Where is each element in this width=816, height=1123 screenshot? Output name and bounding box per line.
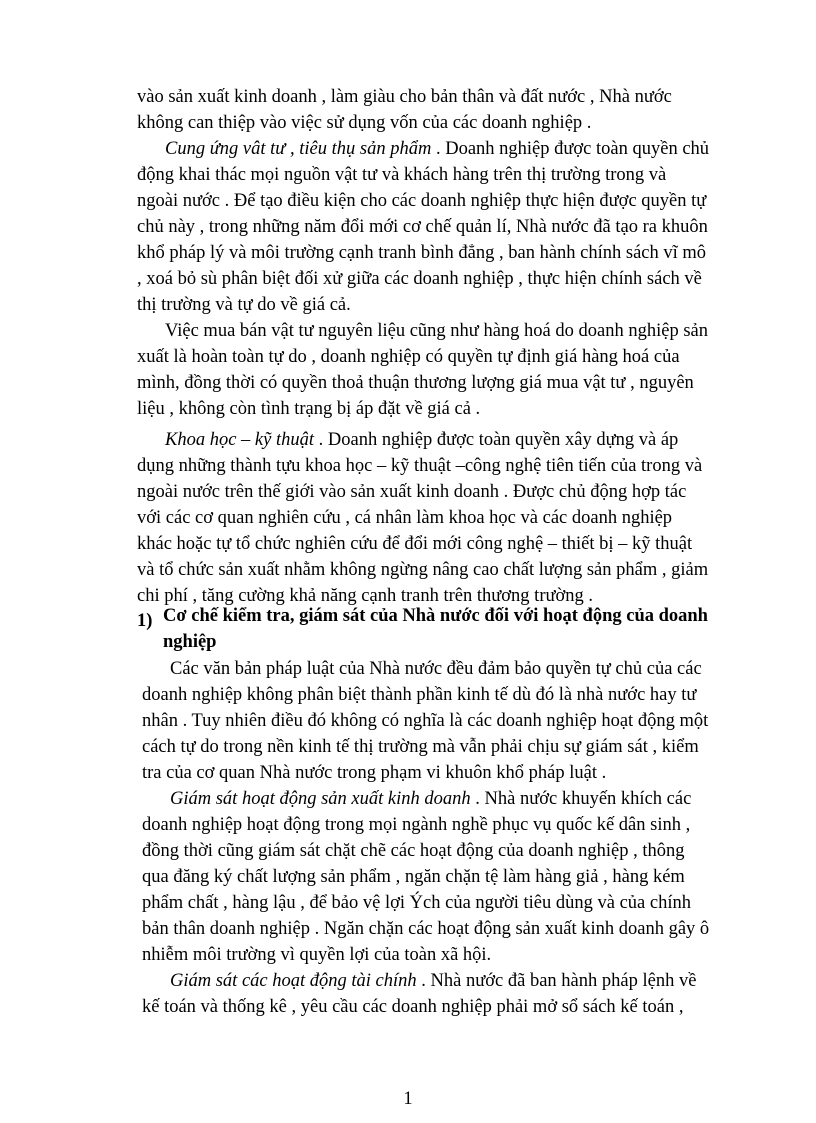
italic-topic: Giám sát các hoạt động tài chính <box>170 971 417 991</box>
section-title: nghiệp <box>163 632 217 652</box>
text-line: phẩm chất , hàng lậu , để bảo vệ lợi Ých của người tiêu dùng và của chính <box>142 893 691 913</box>
text-line: ngoài nước trên thế giới vào sản xuất kinh doanh . Được chủ động hợp tác <box>137 482 687 502</box>
italic-topic: Cung ứng vât tư , tiêu thụ sản phẩm <box>165 139 432 159</box>
text-line: kế toán và thống kê , yêu cầu các doanh nghiệp phải mở sổ sách kế toán , <box>142 997 684 1017</box>
text-line: chi phí , tăng cường khả năng cạnh tranh trên thương trường . <box>137 586 594 606</box>
text-line: vào sản xuất kinh doanh , làm giàu cho bản thân và đất nước , Nhà nước <box>137 87 672 107</box>
text-line: xuất là hoàn toàn tự do , doanh nghiệp có quyền tự định giá hàng hoá của <box>137 347 680 367</box>
italic-topic: Giám sát hoạt động sản xuất kinh doanh <box>170 789 471 809</box>
text-line: dụng những thành tựu khoa học – kỹ thuật –công nghệ tiên tiến của trong và <box>137 456 703 476</box>
text-line: cách tự do trong nền kinh tế thị trường mà vẫn phải chịu sự giám sát , kiểm <box>142 737 699 757</box>
section-number: 1) <box>137 611 153 631</box>
inline-text: . Doanh nghiệp được toàn quyền xây dựng và áp <box>318 430 679 450</box>
text-line: động khai thác mọi nguồn vật tư và khách hàng trên thị trường trong và <box>137 165 667 185</box>
text-line: và tổ chức sản xuất nhằm không ngừng nâng cao chất lượng sản phẩm , giảm <box>137 560 709 580</box>
text-line <box>170 968 816 994</box>
page-number: 1 <box>403 1089 413 1109</box>
text-line: khổ pháp lý và môi trường cạnh tranh bình đẳng , ban hành chính sách vĩ mô <box>137 243 707 263</box>
italic-topic: Khoa học – kỹ thuật <box>165 430 315 450</box>
text-line: ngoài nước . Để tạo điều kiện cho các doanh nghiệp thực hiện được quyền tự <box>137 191 707 211</box>
text-line: qua đăng ký chất lượng sản phẩm , ngăn chặn tệ làm hàng giả , hàng kém <box>142 867 685 887</box>
text-line: với các cơ quan nghiên cứu , cá nhân làm khoa học và các doanh nghiệp <box>137 508 673 528</box>
text-line: nhân . Tuy nhiên điều đó không có nghĩa là các doanh nghiệp hoạt động một <box>142 711 709 731</box>
text-line: thị trường và tự do về giá cả. <box>137 295 351 315</box>
text-line: liệu , không còn tình trạng bị áp đặt về giá cả . <box>137 399 481 419</box>
text-line <box>170 786 816 812</box>
text-line: doanh nghiệp hoạt động trong mọi ngành nghề phục vụ quốc kế dân sinh , <box>142 815 691 835</box>
text-line <box>165 136 816 162</box>
text-line: Các văn bản pháp luật của Nhà nước đều đảm bảo quyền tự chủ của các <box>170 659 702 679</box>
text-line: chủ này , trong những năm đổi mới cơ chế quản lí, Nhà nước đã tạo ra khuôn <box>137 217 708 237</box>
inline-text: . Nhà nước khuyến khích các <box>475 789 692 809</box>
text-line: nhiễm môi trường vì quyền lợi của toàn xã hội. <box>142 945 492 965</box>
text-line: tra của cơ quan Nhà nước trong phạm vi khuôn khổ pháp luật . <box>142 763 607 783</box>
inline-text: . Nhà nước đã ban hành pháp lệnh về <box>421 971 697 991</box>
text-line: , xoá bỏ sù phân biệt đối xử giữa các doanh nghiệp , thực hiện chính sách về <box>137 269 702 289</box>
text-line: đồng thời cũng giám sát chặt chẽ các hoạt động của doanh nghiệp , thông <box>142 841 685 861</box>
text-line <box>165 427 816 453</box>
text-line: Việc mua bán vật tư nguyên liệu cũng như hàng hoá do doanh nghiệp sản <box>165 321 708 341</box>
inline-text: . Doanh nghiệp được toàn quyền chủ <box>435 139 710 159</box>
text-line: bản thân doanh nghiệp . Ngăn chặn các hoạt động sản xuất kinh doanh gây ô <box>142 919 710 939</box>
text-line: không can thiệp vào việc sử dụng vốn của các doanh nghiệp . <box>137 113 592 133</box>
section-title: Cơ chế kiểm tra, giám sát của Nhà nước đối với hoạt động của doanh <box>163 606 708 626</box>
text-line: khác hoặc tự tổ chức nghiên cứu để đổi mới công nghệ – thiết bị – kỹ thuật <box>137 534 693 554</box>
text-line: doanh nghiệp không phân biệt thành phần kinh tế dù đó là nhà nước hay tư <box>142 685 697 705</box>
text-line: mình, đồng thời có quyền thoả thuận thương lượng giá mua vật tư , nguyên <box>137 373 694 393</box>
